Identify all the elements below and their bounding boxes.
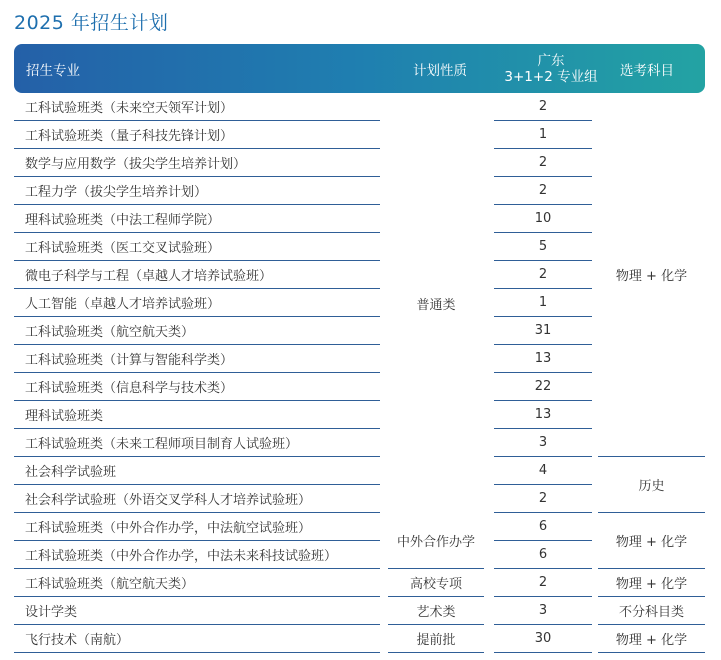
major-cell: 社会科学试验班（外语交叉学科人才培养试验班） [14,485,380,513]
major-cell: 工程力学（拔尖学生培养计划） [14,177,380,205]
plan-count-cell: 22 [494,373,592,401]
major-cell: 理科试验班类（中法工程师学院） [14,205,380,233]
header-count-line2: 3+1+2 专业组 [504,68,598,85]
major-cell: 工科试验班类（航空航天类） [14,317,380,345]
plan-nature-cell: 中外合作办学 [388,513,484,569]
plan-count-cell: 31 [494,317,592,345]
plan-count-cell: 4 [494,457,592,485]
plan-count-cell: 2 [494,149,592,177]
header-count-line1: 广东 [537,52,565,69]
major-cell: 工科试验班类（信息科学与技术类） [14,373,380,401]
major-cell: 工科试验班类（中外合作办学，中法未来科技试验班） [14,541,380,569]
header-guangdong-count [492,44,610,93]
plan-nature-cell: 高校专项 [388,569,484,597]
plan-count-cell: 3 [494,429,592,457]
major-cell: 工科试验班类（未来工程师项目制育人试验班） [14,429,380,457]
major-cell: 工科试验班类（医工交叉试验班） [14,233,380,261]
major-cell: 工科试验班类（量子科技先锋计划） [14,121,380,149]
plan-count-cell: 2 [494,261,592,289]
major-cell: 工科试验班类（航空航天类） [14,569,380,597]
table-header [14,44,705,93]
major-cell: 工科试验班类（未来空天领军计划） [14,93,380,121]
plan-count-cell: 2 [494,93,592,121]
major-cell: 飞行技术（南航） [14,625,380,653]
plan-count-cell: 6 [494,513,592,541]
major-cell: 人工智能（卓越人才培养试验班） [14,289,380,317]
page-title: 2025 年招生计划 [14,12,169,34]
plan-count-cell: 10 [494,205,592,233]
plan-count-cell: 3 [494,597,592,625]
major-cell: 微电子科学与工程（卓越人才培养试验班） [14,261,380,289]
plan-nature-cell: 普通类 [416,297,456,313]
major-cell: 设计学类 [14,597,380,625]
major-cell: 工科试验班类（中外合作办学，中法航空试验班） [14,513,380,541]
header-subjects: 选考科目 [620,62,674,79]
subjects-cell: 历史 [598,457,705,513]
subjects-cell: 物理 + 化学 [598,93,705,457]
plan-nature-cell: 艺术类 [388,597,484,625]
subjects-cell: 物理 + 化学 [598,625,705,653]
subjects-cell: 物理 + 化学 [598,569,705,597]
plan-count-cell: 13 [494,401,592,429]
major-cell: 社会科学试验班 [14,457,380,485]
plan-count-cell: 2 [494,177,592,205]
header-plan-nature: 计划性质 [413,62,467,79]
plan-count-cell: 13 [494,345,592,373]
plan-count-cell: 5 [494,233,592,261]
plan-count-cell: 2 [494,569,592,597]
plan-count-cell: 2 [494,485,592,513]
plan-count-cell: 1 [494,289,592,317]
major-cell: 数学与应用数学（拔尖学生培养计划） [14,149,380,177]
subjects-cell: 不分科目类 [598,597,705,625]
plan-nature-cell: 提前批 [388,625,484,653]
major-cell: 理科试验班类 [14,401,380,429]
plan-count-cell: 1 [494,121,592,149]
header-major: 招生专业 [26,62,80,79]
major-cell: 工科试验班类（计算与智能科学类） [14,345,380,373]
plan-count-cell: 6 [494,541,592,569]
plan-count-cell: 30 [494,625,592,653]
subjects-cell: 物理 + 化学 [598,513,705,569]
